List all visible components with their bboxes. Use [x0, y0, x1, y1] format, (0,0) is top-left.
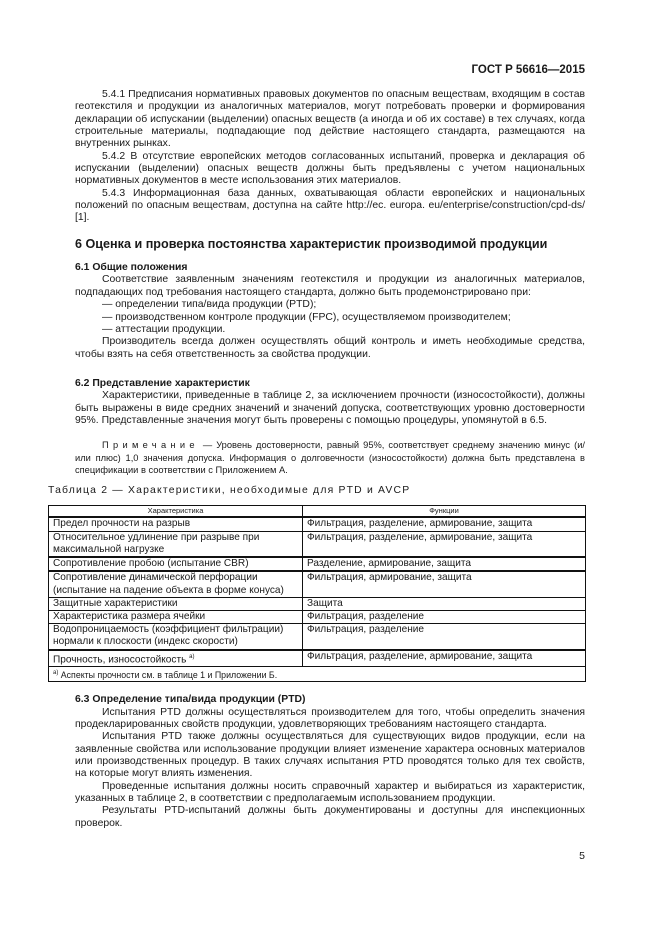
section-6-1-heading: 6.1 Общие положения [75, 262, 188, 274]
paragraph: Проведенные испытания должны носить справочный характер и выбираться из характеристик, указанных в таблице 2, в соответствии с предполагаемым использованием продукции. [75, 780, 585, 804]
cell: Разделение, армирование, защита [303, 557, 586, 571]
cell [49, 650, 303, 667]
list-item: — определении типа/вида продукции (PTD); [102, 299, 317, 311]
note-text: — Уровень достоверности, равный 95%, соответствует среднему значению минус (и/или плюс) 1,0 значения допуска. Информация о долговечности (износостойкости) должна быть представлена в спецификации в соответствии с Приложением А. [75, 440, 585, 475]
note [75, 439, 585, 476]
cell: Водопроницаемость (коэффициент фильтрации) нормали к плоскости (индекс скорости) [49, 624, 303, 650]
footnote-mark: а) [53, 670, 59, 677]
section-6-2-heading: 6.2 Представление характеристик [75, 377, 250, 389]
cell: Характеристика размера ячейки [49, 610, 303, 623]
paragraph-5-4-2: 5.4.2 В отсутствие европейских методов согласованных испытаний, проверка и декларация об испускании (выделении) опасных веществ должны быть предъявлены с учетом национальных нормативных документов в месте использования этих материалов. [75, 150, 585, 187]
cell: Фильтрация, армирование, защита [303, 571, 586, 597]
note-label: Примечание [102, 440, 199, 451]
characteristics-table [48, 505, 586, 682]
section-6-heading: 6 Оценка и проверка постоянства характеристик производимой продукции [75, 236, 548, 251]
table-row [49, 624, 586, 650]
cell: Сопротивление пробою (испытание CBR) [49, 557, 303, 571]
column-header: Функции [303, 506, 586, 518]
table-row [49, 517, 586, 531]
document-header: ГОСТ Р 56616—2015 [471, 64, 585, 76]
paragraph-5-4-1: 5.4.1 Предписания нормативных правовых документов по опасным веществам, входящим в состав геотекстиля и продукции из аналогичных материалов, могут потребовать проверки и формирования декларации об испускании (выделении) опасных веществ (а иногда и об их составе) в тех случаях, когда строительные материалы, подпадающие под действие настоящего стандарта, размещаются на внутренних рынках. [75, 89, 585, 150]
table-row [49, 597, 586, 610]
cell: Фильтрация, разделение [303, 624, 586, 650]
table-row [49, 610, 586, 623]
cell: Фильтрация, разделение, армирование, защита [303, 517, 586, 531]
cell-text: Прочность, износостойкость [53, 653, 187, 665]
section-6-3-heading: 6.3 Определение типа/вида продукции (PTD) [75, 694, 306, 706]
paragraph: Производитель всегда должен осуществлять общий контроль и иметь необходимые средства, чтобы взять на себя ответственность за свойства продукции. [75, 336, 585, 360]
footnote-mark: а) [189, 653, 195, 660]
cell: Защита [303, 597, 586, 610]
cell: Фильтрация, разделение, армирование, защита [303, 531, 586, 557]
table-caption: Таблица 2 — Характеристики, необходимые для PTD и AVCP [48, 485, 411, 497]
table-row [49, 557, 586, 571]
list-item: — аттестации продукции. [102, 323, 226, 335]
table-footnote: Аспекты прочности см. в таблице 1 и Приложении Б. [58, 670, 278, 680]
paragraph: Соответствие заявленным значениям геотекстиля и продукции из аналогичных материалов, подпадающих под требования настоящего стандарта, должно быть продемонстрировано при: [75, 274, 585, 298]
cell: Фильтрация, разделение [303, 610, 586, 623]
table-footnote-row [49, 667, 586, 682]
paragraph: Результаты PTD-испытаний должны быть документированы и доступны для инспекционных проверок. [75, 805, 585, 829]
paragraph: Испытания PTD также должны осуществляться для существующих видов продукции, если на заявленные свойства или использование продукции влияет изменение характера основных материалов или производственных процедур. В таких случаях испытания PTD проводятся только для тех свойств, на которые могут влиять изменения. [75, 731, 585, 780]
list-item: — производственном контроле продукции (FPC), осуществляемом производителем; [102, 311, 511, 323]
paragraph-5-4-3: 5.4.3 Информационная база данных, охватывающая области европейских и национальных положений по опасным веществам, доступна на сайте http://ec. europa. eu/enterprise/construction/cpd-ds/ [1]. [75, 187, 585, 224]
cell: Предел прочности на разрыв [49, 517, 303, 531]
table-row [49, 531, 586, 557]
cell: Сопротивление динамической перфорации (испытание на падение объекта в форме конуса) [49, 571, 303, 597]
cell [49, 667, 586, 682]
cell: Защитные характеристики [49, 597, 303, 610]
table-row [49, 571, 586, 597]
body-text [48, 0, 585, 862]
paragraph: Испытания PTD должны осуществляться производителем для того, чтобы определить значения продекларированных свойств продукции, удовлетворяющих требованиям настоящего стандарта. [75, 706, 585, 730]
table-row [49, 650, 586, 667]
paragraph: Характеристики, приведенные в таблице 2, за исключением прочности (износостойкости), должны быть выражены в виде средних значений и значений допуска, соответствующих уровню достоверности 95%. Представленные значения могут быть проверены с помощью процедуры, упомянутой в 6.5. [75, 390, 585, 426]
cell: Относительное удлинение при разрыве при максимальной нагрузке [49, 531, 303, 557]
table-header-row [49, 506, 586, 518]
column-header: Характеристика [49, 506, 303, 518]
cell: Фильтрация, разделение, армирование, защита [303, 650, 586, 667]
page-number: 5 [579, 849, 585, 862]
